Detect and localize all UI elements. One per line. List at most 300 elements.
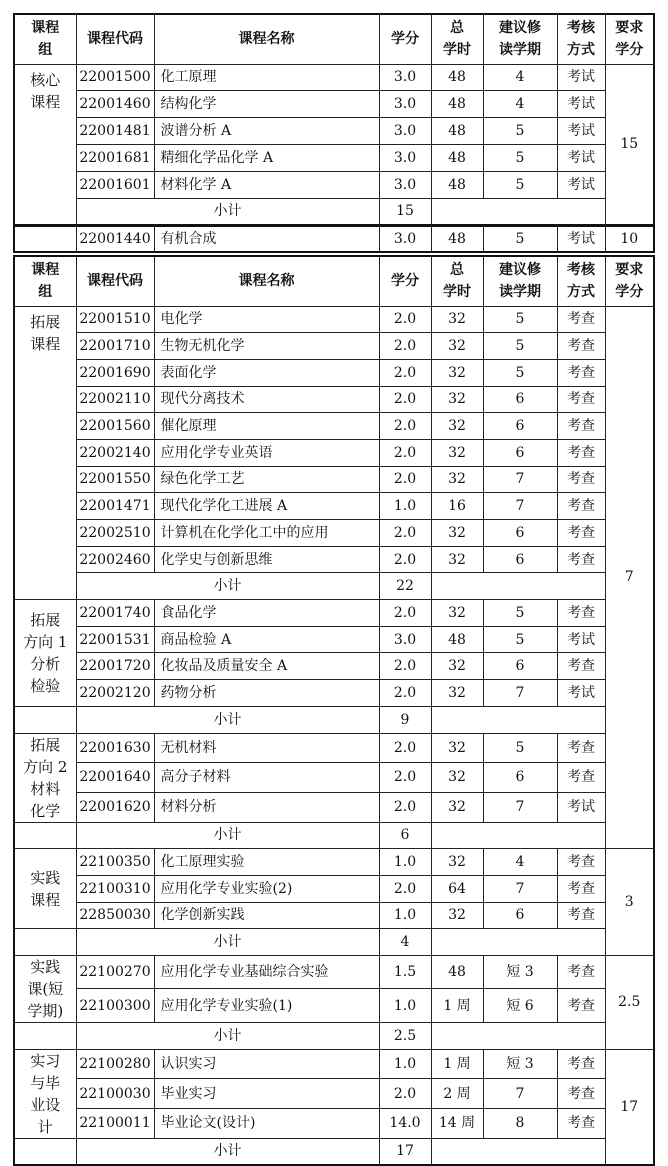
- group-name-line: 方向 1: [23, 632, 68, 651]
- course-credit: 2.0: [379, 359, 431, 386]
- group-name-line: 学期): [27, 1001, 64, 1020]
- header-row: [14, 14, 654, 64]
- course-name: 应用化学专业基础综合实验: [154, 955, 379, 989]
- empty-group-cell: [14, 1022, 76, 1049]
- course-code: 22001720: [76, 653, 154, 680]
- course-name: 有机合成: [154, 225, 379, 252]
- course-hours: 32: [431, 546, 483, 573]
- course-credit: 2.0: [379, 520, 431, 547]
- course-code: 22001460: [76, 91, 154, 118]
- course-semester: 5: [483, 118, 557, 145]
- course-code: 22100030: [76, 1079, 154, 1109]
- course-code: 22001681: [76, 145, 154, 172]
- course-exam: 考查: [557, 763, 605, 793]
- course-credit: 2.0: [379, 546, 431, 573]
- required-header-line: 要求: [615, 262, 644, 279]
- table-row: [14, 1108, 654, 1138]
- required-credit: 17: [605, 1049, 654, 1165]
- table-row: [14, 989, 654, 1023]
- course-hours: 32: [431, 733, 483, 763]
- course-semester: 8: [483, 1108, 557, 1138]
- course-name: 化妆品及质量安全 A: [154, 653, 379, 680]
- course-hours: 32: [431, 680, 483, 707]
- course-exam: 考查: [557, 493, 605, 520]
- course-code: 22001601: [76, 172, 154, 199]
- credit-header-line: 学分: [391, 31, 419, 48]
- course-exam: 考查: [557, 1108, 605, 1138]
- course-code: 22002110: [76, 386, 154, 413]
- course-name: 化工原理: [154, 64, 379, 91]
- group-name-line: 拓展: [30, 735, 61, 754]
- course-code: 22100270: [76, 955, 154, 989]
- course-credit: 2.0: [379, 306, 431, 333]
- hours-header-line: 学时: [443, 42, 471, 59]
- hours-header: [431, 256, 483, 306]
- course-hours: 32: [431, 849, 483, 876]
- course-name: 应用化学专业实验(2): [154, 875, 379, 902]
- required-credit: 3: [605, 849, 654, 956]
- group-name-line: 拓展: [30, 312, 61, 331]
- course-code: 22100300: [76, 989, 154, 1023]
- course-exam: 考试: [557, 145, 605, 172]
- semester-header: [483, 256, 557, 306]
- course-hours: 48: [431, 91, 483, 118]
- course-semester: 4: [483, 849, 557, 876]
- course-semester: 5: [483, 626, 557, 653]
- group-name-line: 方向 2: [23, 757, 68, 776]
- subtotal-label: 小计: [76, 573, 379, 600]
- course-credit: 1.0: [379, 849, 431, 876]
- semester-header-line: 读学期: [499, 42, 541, 59]
- course-hours: 48: [431, 64, 483, 91]
- course-exam: 考试: [557, 91, 605, 118]
- exam-header-line: 考核: [567, 20, 595, 37]
- course-semester: 短 3: [483, 955, 557, 989]
- course-name: 化学创新实践: [154, 902, 379, 929]
- course-exam: 考试: [557, 64, 605, 91]
- required-credit: 10: [605, 225, 654, 252]
- course-name: 材料分析: [154, 792, 379, 822]
- subtotal-label: 小计: [76, 929, 379, 956]
- course-semester: 6: [483, 763, 557, 793]
- course-semester: 7: [483, 493, 557, 520]
- code-header-line: 课程代码: [87, 273, 143, 290]
- course-exam: 考查: [557, 333, 605, 360]
- course-semester: 5: [483, 145, 557, 172]
- group-name-line: 实践: [30, 957, 61, 976]
- course-credit: 2.0: [379, 439, 431, 466]
- course-name: 毕业实习: [154, 1079, 379, 1109]
- course-hours: 32: [431, 413, 483, 440]
- course-code: 22850030: [76, 902, 154, 929]
- group-name-line: 核心: [30, 70, 61, 89]
- course-exam: 考试: [557, 172, 605, 199]
- course-semester: 6: [483, 546, 557, 573]
- credit-header: [379, 14, 431, 64]
- subtotal-label: 小计: [76, 1138, 379, 1165]
- course-exam: 考查: [557, 386, 605, 413]
- course-semester: 短 3: [483, 1049, 557, 1079]
- subtotal-credit: 2.5: [379, 1022, 431, 1049]
- course-semester: 5: [483, 600, 557, 627]
- table-row: [14, 849, 654, 876]
- semester-header-line: 建议修: [499, 262, 541, 279]
- course-hours: 1 周: [431, 989, 483, 1023]
- course-credit: 3.0: [379, 225, 431, 252]
- exam-header-line: 考核: [567, 262, 595, 279]
- subtotal-blank: [431, 198, 605, 225]
- course-hours: 32: [431, 902, 483, 929]
- semester-header: [483, 14, 557, 64]
- course-name: 商品检验 A: [154, 626, 379, 653]
- subtotal-row: [14, 929, 654, 956]
- exam-header: [557, 256, 605, 306]
- table-row: [14, 386, 654, 413]
- course-code: 22001740: [76, 600, 154, 627]
- course-exam: 考查: [557, 653, 605, 680]
- required-credit: 15: [605, 64, 654, 225]
- course-hours: 48: [431, 955, 483, 989]
- course-hours: 16: [431, 493, 483, 520]
- subtotal-blank: [431, 929, 605, 956]
- subtotal-credit: 6: [379, 822, 431, 849]
- course-exam: 考查: [557, 989, 605, 1023]
- table-row: [14, 493, 654, 520]
- course-code: 22001440: [76, 225, 154, 252]
- course-code: 22001471: [76, 493, 154, 520]
- table-row: [14, 413, 654, 440]
- course-exam: 考查: [557, 306, 605, 333]
- subtotal-row: [14, 706, 654, 733]
- course-hours: 14 周: [431, 1108, 483, 1138]
- subtotal-credit: 9: [379, 706, 431, 733]
- course-exam: 考试: [557, 118, 605, 145]
- course-exam: 考试: [557, 680, 605, 707]
- course-hours: 32: [431, 439, 483, 466]
- table-row: [14, 792, 654, 822]
- name-header: [154, 14, 379, 64]
- course-semester: 6: [483, 386, 557, 413]
- course-name: 结构化学: [154, 91, 379, 118]
- table-row: [14, 680, 654, 707]
- course-hours: 32: [431, 600, 483, 627]
- table-row: [14, 520, 654, 547]
- group-name-line: 课(短: [27, 979, 64, 998]
- course-name: 波谱分析 A: [154, 118, 379, 145]
- course-hours: 48: [431, 118, 483, 145]
- exam-header: [557, 14, 605, 64]
- course-code: 22002460: [76, 546, 154, 573]
- table-row: [14, 600, 654, 627]
- course-code: 22001500: [76, 64, 154, 91]
- course-semester: 5: [483, 172, 557, 199]
- course-semester: 6: [483, 413, 557, 440]
- course-semester: 5: [483, 225, 557, 252]
- group-header: [14, 256, 76, 306]
- subtotal-credit: 4: [379, 929, 431, 956]
- course-name: 无机材料: [154, 733, 379, 763]
- course-name: 药物分析: [154, 680, 379, 707]
- subtotal-blank: [431, 1138, 605, 1165]
- course-semester: 7: [483, 466, 557, 493]
- course-code: 22001640: [76, 763, 154, 793]
- group-name-line: 材料: [30, 779, 61, 798]
- hours-header: [431, 14, 483, 64]
- course-name: 表面化学: [154, 359, 379, 386]
- course-name: 毕业论文(设计): [154, 1108, 379, 1138]
- course-semester: 4: [483, 64, 557, 91]
- subtotal-label: 小计: [76, 1022, 379, 1049]
- table-row: [14, 225, 654, 252]
- credit-header-line: 学分: [391, 273, 419, 290]
- course-credit: 1.0: [379, 1049, 431, 1079]
- course-credit: 2.0: [379, 792, 431, 822]
- subtotal-row: [14, 1022, 654, 1049]
- course-name: 化工原理实验: [154, 849, 379, 876]
- group-name-line: 课程: [30, 92, 61, 111]
- course-exam: 考查: [557, 520, 605, 547]
- subtotal-blank: [431, 573, 605, 600]
- course-hours: 48: [431, 225, 483, 252]
- course-semester: 7: [483, 792, 557, 822]
- course-credit: 3.0: [379, 626, 431, 653]
- course-credit: 2.0: [379, 680, 431, 707]
- hours-header-line: 总: [450, 262, 464, 279]
- course-credit: 3.0: [379, 64, 431, 91]
- course-code: 22001560: [76, 413, 154, 440]
- course-semester: 5: [483, 333, 557, 360]
- course-exam: 考查: [557, 439, 605, 466]
- course-semester: 4: [483, 91, 557, 118]
- course-group-ext: [14, 306, 76, 600]
- required-header-line: 学分: [615, 284, 644, 301]
- course-name: 食品化学: [154, 600, 379, 627]
- course-credit: 3.0: [379, 172, 431, 199]
- required-header-line: 学分: [615, 42, 644, 59]
- table-row: [14, 359, 654, 386]
- course-group-dir1: [14, 600, 76, 707]
- course-name: 应用化学专业英语: [154, 439, 379, 466]
- group-header-line: 组: [38, 42, 53, 59]
- empty-group-cell: [14, 1138, 76, 1165]
- name-header-line: 课程名称: [238, 31, 295, 48]
- group-name-line: 与毕: [30, 1073, 61, 1092]
- course-name: 认识实习: [154, 1049, 379, 1079]
- course-hours: 48: [431, 172, 483, 199]
- subtotal-label: 小计: [76, 706, 379, 733]
- course-name: 应用化学专业实验(1): [154, 989, 379, 1023]
- course-group-core: [14, 64, 76, 225]
- subtotal-blank: [431, 1022, 605, 1049]
- course-semester: 7: [483, 1079, 557, 1109]
- course-exam: 考查: [557, 359, 605, 386]
- table-row: [14, 306, 654, 333]
- course-exam: 考试: [557, 626, 605, 653]
- course-name: 精细化学品化学 A: [154, 145, 379, 172]
- course-credit: 2.0: [379, 875, 431, 902]
- table-row: [14, 626, 654, 653]
- course-code: 22100310: [76, 875, 154, 902]
- table-row: [14, 466, 654, 493]
- group-header-line: 课程: [31, 262, 60, 279]
- required-header-line: 要求: [615, 20, 644, 37]
- table-row: [14, 902, 654, 929]
- subtotal-blank: [431, 706, 605, 733]
- course-credit: 3.0: [379, 145, 431, 172]
- course-hours: 48: [431, 145, 483, 172]
- table-row: [14, 955, 654, 989]
- course-hours: 32: [431, 333, 483, 360]
- course-hours: 32: [431, 653, 483, 680]
- table-row: [14, 145, 654, 172]
- course-semester: 6: [483, 439, 557, 466]
- table-row: [14, 763, 654, 793]
- group-name-line: 业设: [30, 1095, 61, 1114]
- course-credit: 2.0: [379, 386, 431, 413]
- course-group-dir2: [14, 733, 76, 822]
- course-credit: 2.0: [379, 600, 431, 627]
- group-name-line: 计: [37, 1117, 53, 1136]
- group-name-line: 化学: [30, 801, 61, 820]
- course-code: 22002140: [76, 439, 154, 466]
- table-row: [14, 333, 654, 360]
- course-hours: 32: [431, 792, 483, 822]
- required-credit: 7: [605, 306, 654, 849]
- course-hours: 48: [431, 626, 483, 653]
- empty-group-cell: [14, 822, 76, 849]
- course-name: 材料化学 A: [154, 172, 379, 199]
- course-exam: 考查: [557, 1049, 605, 1079]
- group-name-line: 课程: [30, 334, 61, 353]
- empty-group-cell: [14, 706, 76, 733]
- credit-header: [379, 256, 431, 306]
- course-hours: 32: [431, 520, 483, 547]
- course-semester: 5: [483, 306, 557, 333]
- course-credit: 3.0: [379, 91, 431, 118]
- course-semester: 6: [483, 902, 557, 929]
- subtotal-row: [14, 1138, 654, 1165]
- code-header-line: 课程代码: [87, 31, 143, 48]
- course-semester: 7: [483, 680, 557, 707]
- course-exam: 考查: [557, 413, 605, 440]
- course-code: 22001531: [76, 626, 154, 653]
- course-credit: 1.0: [379, 493, 431, 520]
- course-credit: 1.0: [379, 989, 431, 1023]
- course-name: 现代分离技术: [154, 386, 379, 413]
- course-credit: 1.5: [379, 955, 431, 989]
- table-row: [14, 64, 654, 91]
- course-semester: 6: [483, 653, 557, 680]
- table-row: [14, 91, 654, 118]
- group-name-line: 课程: [30, 890, 61, 909]
- course-code: 22002510: [76, 520, 154, 547]
- course-exam: 考查: [557, 902, 605, 929]
- course-code: 22100280: [76, 1049, 154, 1079]
- course-name: 计算机在化学化工中的应用: [154, 520, 379, 547]
- course-semester: 6: [483, 520, 557, 547]
- subtotal-label: 小计: [76, 198, 379, 225]
- course-code: 22002120: [76, 680, 154, 707]
- group-name-line: 实践: [30, 868, 61, 887]
- subtotal-label: 小计: [76, 822, 379, 849]
- course-hours: 32: [431, 466, 483, 493]
- core-course-table: [13, 13, 655, 253]
- empty-group-cell: [14, 929, 76, 956]
- subtotal-credit: 15: [379, 198, 431, 225]
- semester-header-line: 读学期: [499, 284, 541, 301]
- code-header: [76, 256, 154, 306]
- course-code: 22001620: [76, 792, 154, 822]
- course-exam: 考查: [557, 600, 605, 627]
- table-row: [14, 118, 654, 145]
- course-exam: 考查: [557, 1079, 605, 1109]
- subtotal-row: [14, 198, 654, 225]
- course-group-prac: [14, 849, 76, 929]
- course-exam: 考查: [557, 955, 605, 989]
- semester-header-line: 建议修: [499, 20, 541, 37]
- course-hours: 32: [431, 306, 483, 333]
- group-name-line: 拓展: [30, 610, 61, 629]
- course-exam: 考查: [557, 849, 605, 876]
- course-code: 22001510: [76, 306, 154, 333]
- table-row: [14, 733, 654, 763]
- subtotal-credit: 22: [379, 573, 431, 600]
- course-exam: 考查: [557, 875, 605, 902]
- course-credit: 2.0: [379, 333, 431, 360]
- subtotal-row: [14, 822, 654, 849]
- course-code: 22001550: [76, 466, 154, 493]
- course-code: 22001710: [76, 333, 154, 360]
- header-row: [14, 256, 654, 306]
- course-name: 化学史与创新思维: [154, 546, 379, 573]
- table-row: [14, 439, 654, 466]
- subtotal-row: [14, 573, 654, 600]
- course-name: 现代化学化工进展 A: [154, 493, 379, 520]
- group-name-line: 分析: [30, 654, 61, 673]
- course-exam: 考试: [557, 225, 605, 252]
- course-name: 绿色化学工艺: [154, 466, 379, 493]
- course-exam: 考试: [557, 792, 605, 822]
- empty-group-cell: [14, 225, 76, 252]
- course-credit: 14.0: [379, 1108, 431, 1138]
- group-header-line: 组: [38, 284, 53, 301]
- course-credit: 2.0: [379, 466, 431, 493]
- course-hours: 64: [431, 875, 483, 902]
- exam-header-line: 方式: [567, 42, 595, 59]
- course-semester: 短 6: [483, 989, 557, 1023]
- name-header: [154, 256, 379, 306]
- course-hours: 2 周: [431, 1079, 483, 1109]
- course-credit: 1.0: [379, 902, 431, 929]
- course-code: 22001690: [76, 359, 154, 386]
- table-row: [14, 1079, 654, 1109]
- subtotal-blank: [431, 822, 605, 849]
- required-credit: 2.5: [605, 955, 654, 1049]
- course-code: 22001630: [76, 733, 154, 763]
- hours-header-line: 总: [450, 20, 464, 37]
- required-header: [605, 256, 654, 306]
- course-semester: 5: [483, 359, 557, 386]
- required-header: [605, 14, 654, 64]
- course-credit: 2.0: [379, 413, 431, 440]
- course-name: 催化原理: [154, 413, 379, 440]
- exam-header-line: 方式: [567, 284, 595, 301]
- course-credit: 2.0: [379, 763, 431, 793]
- course-semester: 7: [483, 875, 557, 902]
- course-credit: 2.0: [379, 1079, 431, 1109]
- course-exam: 考查: [557, 466, 605, 493]
- group-name-line: 检验: [30, 676, 61, 695]
